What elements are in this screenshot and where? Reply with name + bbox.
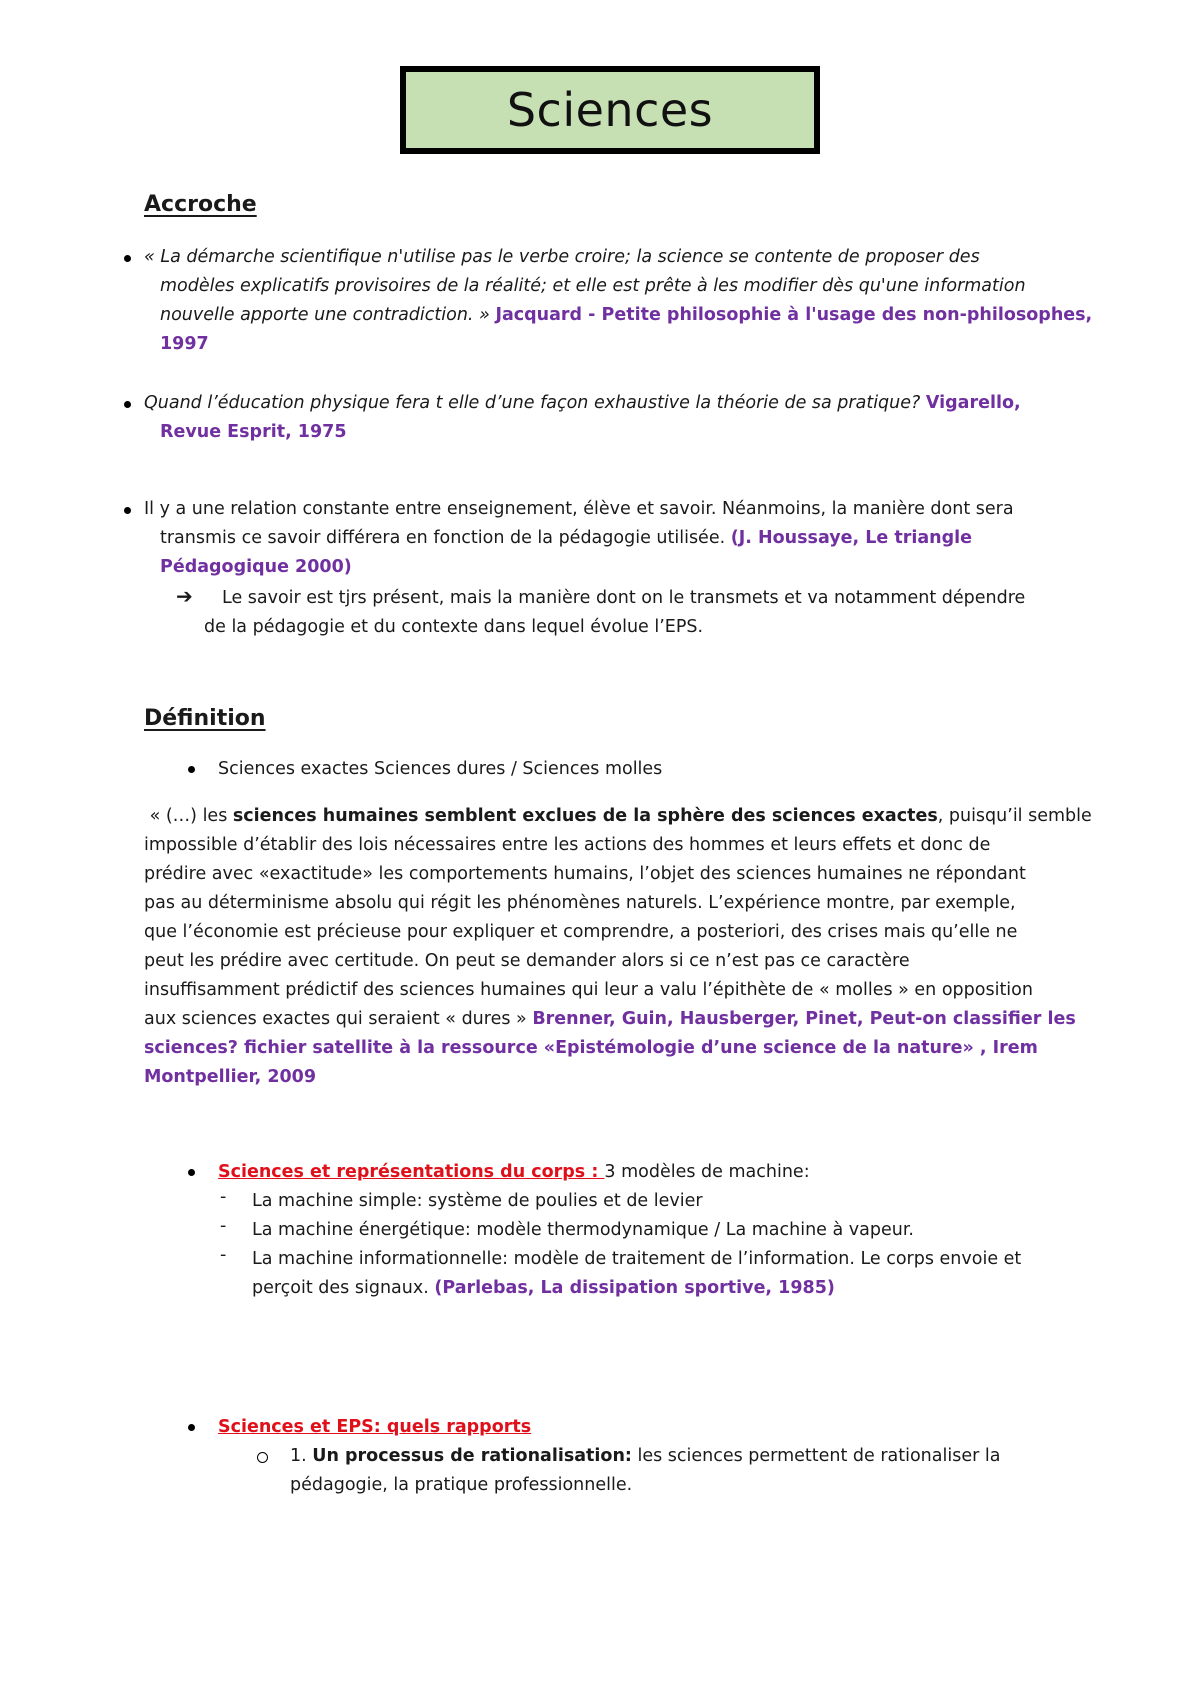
dash-bullet: - [220, 1187, 227, 1207]
text-span: , puisqu’il semble [937, 806, 1092, 826]
reference: 1997 [160, 334, 209, 354]
text-line: « La démarche scientifique n'utilise pas le verbe croire; la science se contente de proposer des [144, 247, 980, 267]
bullet-icon [124, 507, 131, 514]
reference: Montpellier, 2009 [144, 1067, 317, 1087]
list-item [252, 1245, 1092, 1303]
text-line: de la pédagogie et du contexte dans lequel évolue l’EPS. [204, 617, 704, 637]
bold-text: Un processus de rationalisation: [312, 1446, 632, 1466]
text-line [144, 1005, 1094, 1034]
dash-bullet: - [220, 1245, 227, 1265]
text-span: nouvelle apporte une contradiction. » [160, 305, 490, 325]
text-span: les sciences permettent de rationaliser la [631, 1446, 1001, 1466]
text-line: que l’économie est précieuse pour expliquer et comprendre, a posteriori, des crises mais qu’elle ne [144, 922, 1018, 942]
text-span: 3 modèles de machine: [604, 1162, 810, 1182]
bold-text: sciences humaines semblent exclues de la sphère des sciences exactes [232, 806, 938, 826]
text-span: transmis ce savoir différera en fonction de la pédagogie utilisée. [160, 528, 726, 548]
bullet-icon [124, 401, 131, 408]
text-line: insuffisamment prédictif des sciences humaines qui leur a valu l’épithète de « molles » en opposition [144, 980, 1033, 1000]
text-line: pas au déterminisme absolu qui régit les phénomènes naturels. L’expérience montre, par exemple, [144, 893, 1016, 913]
text-span: perçoit des signaux. [252, 1278, 429, 1298]
text-line [144, 524, 1094, 553]
text-line: Le savoir est tjrs présent, mais la manière dont on le transmets et va notamment dépendre [222, 588, 1026, 608]
bullet-icon [188, 1424, 195, 1431]
reference: Vigarello, [925, 393, 1021, 413]
text-line: La machine informationnelle: modèle de traitement de l’information. Le corps envoie et [252, 1249, 1022, 1269]
arrow-note [204, 584, 1084, 642]
rapports-heading [218, 1413, 531, 1442]
definition-bullet: Sciences exactes Sciences dures / Sciences molles [218, 759, 663, 779]
text-line [252, 1274, 1092, 1303]
definition-quote [144, 802, 1094, 1092]
accroche-heading: Accroche [144, 192, 257, 217]
reference: (J. Houssaye, Le triangle [730, 528, 973, 548]
bullet-icon [188, 1169, 195, 1176]
text-line: Il y a une relation constante entre enseignement, élève et savoir. Néanmoins, la manière dont sera [144, 499, 1014, 519]
text-line [290, 1442, 1090, 1471]
accroche-quote-3 [144, 495, 1094, 582]
dash-bullet: - [220, 1216, 227, 1236]
reference: sciences? fichier satellite à la ressource «Epistémologie d’une science de la nature» , Irem [144, 1038, 1038, 1058]
text-line [144, 389, 1094, 418]
reference: Brenner, Guin, Hausberger, Pinet, Peut-on classifier les [532, 1009, 1076, 1029]
text-span: « (…) les [149, 806, 233, 826]
text-line: prédire avec «exactitude» les comportements humains, l’objet des sciences humaines ne répondant [144, 864, 1026, 884]
text-span: aux sciences exactes qui seraient « dures » [144, 1009, 533, 1029]
definition-heading: Définition [144, 706, 266, 731]
accroche-quote-2 [144, 389, 1094, 447]
text-line: pédagogie, la pratique professionnelle. [290, 1475, 633, 1495]
text-span: 1. [290, 1446, 313, 1466]
section-heading: Sciences et EPS: quels rapports [218, 1417, 532, 1437]
rapports-subitem [290, 1442, 1090, 1500]
text-line [144, 301, 1094, 330]
reference: Pédagogique 2000) [160, 557, 352, 577]
representations-section [218, 1158, 810, 1187]
accroche-quote-1 [144, 243, 1094, 359]
list-item: La machine énergétique: modèle thermodynamique / La machine à vapeur. [252, 1220, 914, 1240]
page-title: Sciences [506, 83, 714, 137]
text-line: modèles explicatifs provisoires de la réalité; et elle est prête à les modifier dès qu'une information [160, 276, 1026, 296]
text-span: Quand l’éducation physique fera t elle d’une façon exhaustive la théorie de sa pratique? [144, 393, 921, 413]
reference: (Parlebas, La dissipation sportive, 1985) [434, 1278, 835, 1298]
bullet-icon [188, 766, 195, 773]
list-item: La machine simple: système de poulies et de levier [252, 1191, 703, 1211]
title-box [400, 66, 820, 154]
reference: Jacquard - Petite philosophie à l'usage des non-philosophes, [495, 305, 1093, 325]
text-line [144, 802, 1094, 831]
right-arrow-icon: ➔ [176, 584, 193, 608]
reference: Revue Esprit, 1975 [160, 422, 347, 442]
circle-bullet-icon [257, 1452, 268, 1463]
text-line: peut les prédire avec certitude. On peut se demander alors si ce n’est pas ce caractère [144, 951, 910, 971]
section-heading: Sciences et représentations du corps : [218, 1162, 605, 1182]
bullet-icon [124, 255, 131, 262]
text-line: impossible d’établir des lois nécessaires entre les actions des hommes et leurs effets et donc de [144, 835, 991, 855]
